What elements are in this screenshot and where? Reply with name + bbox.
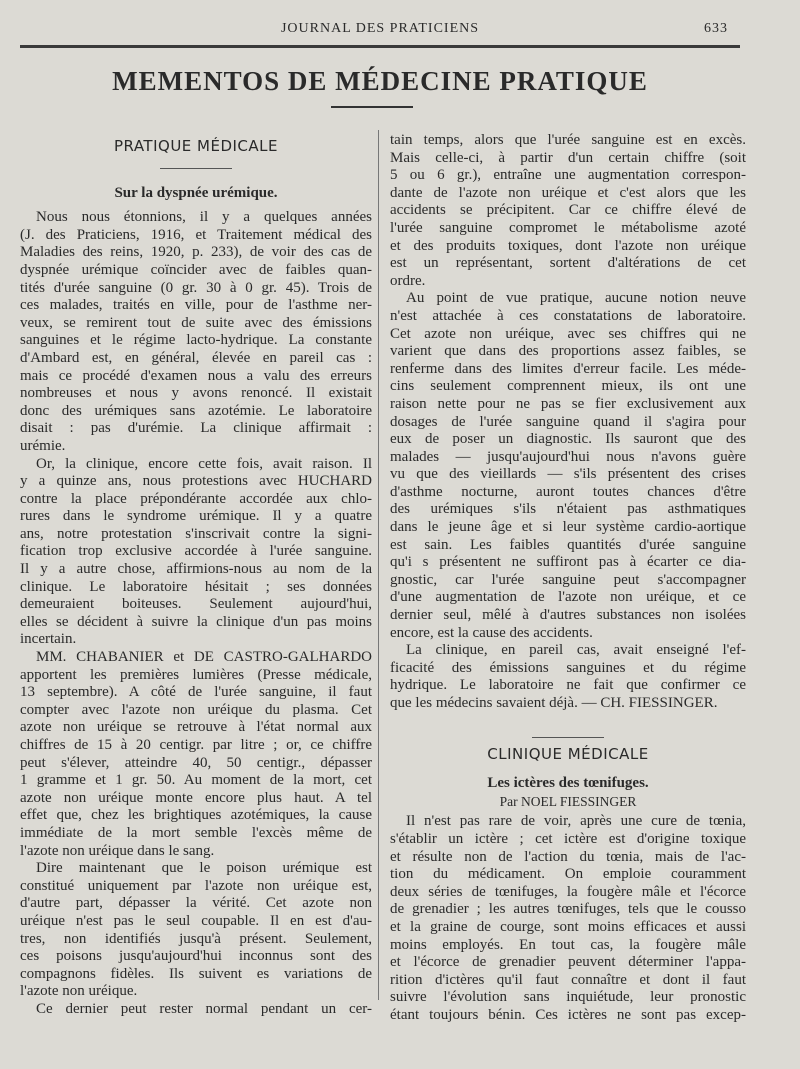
text-line: tain temps, alors que l'urée sanguine est en excès. bbox=[390, 132, 746, 148]
left-column bbox=[20, 134, 372, 1019]
text-line: Maladies des reins, 1920, p. 233), de voir des cas de bbox=[20, 244, 372, 261]
text-line: ces malades, traités en ville, pour de l'asthme ner- bbox=[20, 297, 372, 314]
text-line: chiffres de 15 à 20 centigr. par litre ; or, ce chiffre bbox=[20, 737, 372, 753]
text-line: s'établir un ictère ; cet ictère est d'origine toxique bbox=[390, 830, 746, 847]
text-line: La clinique, en pareil cas, avait enseigné l'ef- bbox=[406, 642, 746, 659]
text-line: ans, notre protestation s'inscrivait contre la signi- bbox=[20, 525, 372, 542]
text-line: l'azote non uréique. bbox=[20, 983, 138, 1000]
byline: Par NOEL FIESSINGER bbox=[499, 793, 637, 809]
text-line: clinique. Le laboratoire hésitait ; ses données bbox=[20, 578, 372, 595]
text-line: demeuraient boiteuses. Seulement aujourd'hui, bbox=[20, 596, 372, 613]
text-line: uréique n'est pas le seul coupable. Il en est d'au- bbox=[20, 912, 372, 929]
text-line: 1 gramme et 1 gr. 50. Au moment de la mort, cet bbox=[20, 772, 372, 789]
text-line: contre la place prépondérante accordée aux chlo- bbox=[20, 490, 372, 507]
text-line: tités d'urée sanguine (0 gr. 30 à 0 gr. 45). Trois de bbox=[20, 279, 372, 296]
text-line: MM. CHABANIER et DE CASTRO-GALHARDO bbox=[36, 649, 372, 666]
text-line: Au point de vue pratique, aucune notion neuve bbox=[406, 290, 746, 307]
text-line: l'urée sanguine compromet le métabolisme azoté bbox=[390, 219, 746, 236]
text-line: ficacité des émissions sanguines et du régime bbox=[390, 659, 746, 676]
article-title-dyspnee: Sur la dyspnée urémique. bbox=[114, 184, 278, 201]
text-line: deux séries de tœnifuges, la fougère mâle et l'écorce bbox=[390, 883, 746, 900]
paragraph bbox=[20, 209, 372, 455]
column-divider bbox=[378, 130, 379, 1000]
paragraph bbox=[390, 813, 746, 1024]
text-line: Mais celle-ci, à partir d'un certain chiffre (soit bbox=[390, 149, 746, 166]
text-line: elles se décident à suivre la clinique d'un pas moins bbox=[20, 613, 372, 630]
text-line: mais ce procédé d'examen nous a valu des erreurs bbox=[20, 367, 372, 384]
text-line: dernier seul, mêlé à d'autres substances non isolées bbox=[390, 607, 746, 624]
running-head bbox=[20, 21, 740, 41]
text-line: de grenadier ; les autres tœnifuges, tels que le cousso bbox=[390, 901, 746, 918]
text-line: et la graine de courge, sont moins efficaces et aussi bbox=[390, 918, 746, 935]
text-line: fication trop exclusive accordée à l'urée sanguine. bbox=[20, 543, 372, 560]
text-line: l'azote non uréique dans le sang. bbox=[20, 842, 215, 859]
text-line: apportent les premières lumières (Presse médicale, bbox=[20, 666, 372, 683]
section-heading-pratique: PRATIQUE MÉDICALE bbox=[113, 137, 279, 155]
text-line: Il n'est pas rare de voir, après une cure de tœnia, bbox=[406, 813, 746, 830]
text-line: encore, est la cause des accidents. bbox=[390, 624, 593, 641]
text-line: et résulte non de l'action du tœnia, mais de l'ac- bbox=[390, 848, 746, 865]
text-line: et des produits toxiques, dont l'azote non uréique bbox=[390, 237, 746, 254]
text-line: immédiate de la mort semble l'excès même de bbox=[20, 824, 372, 841]
text-line: renferme dans des limites d'erreur facile. Les méde- bbox=[390, 360, 746, 377]
text-line: y a quinze ans, nous protestions avec HUCHARD bbox=[20, 473, 372, 490]
text-line: dyspnée urémique coïncider avec de faibles quan- bbox=[20, 261, 372, 278]
page-title: MEMENTOS DE MÉDECINE PRATIQUE bbox=[112, 66, 648, 96]
section-heading-clinique: CLINIQUE MÉDICALE bbox=[487, 744, 649, 763]
text-line: Ce dernier peut rester normal pendant un cer- bbox=[36, 1000, 372, 1017]
text-line: azote non uréique monte encore plus haut. A tel bbox=[20, 789, 372, 806]
text-line: rition d'ictères qu'il faut connaître et dont il faut bbox=[390, 971, 746, 988]
text-line: ces poisons jusqu'aujourd'hui inconnus sont des bbox=[20, 948, 372, 965]
text-line: d'asthme nocturne, auront toutes chances d'être bbox=[390, 483, 746, 500]
text-line: étant toujours bénin. Ces ictères ne sont pas excep- bbox=[390, 1006, 746, 1023]
title-rule bbox=[331, 106, 413, 108]
text-line: eux de poser un diagnostic. Ils sauront que des bbox=[390, 431, 746, 448]
paragraph bbox=[390, 642, 746, 712]
text-line: et l'écorce de grenadier peuvent déterminer l'appa- bbox=[390, 954, 746, 971]
paragraph bbox=[20, 649, 372, 860]
text-line: qu'i s présentent ne suffiront pas à écarter ce dia- bbox=[390, 554, 746, 571]
text-line: donc des urémiques sans azotémie. Le laboratoire bbox=[20, 402, 372, 419]
text-line: d'autre part, dépasser la vérité. Cet azote non bbox=[20, 895, 372, 912]
text-line: rures dans le syndrome urémique. Il y a quatre bbox=[20, 508, 372, 525]
text-line: dans le jeune âge et si leur système cardio-aortique bbox=[390, 519, 746, 536]
text-line: Cet azote non uréique, avec ses chiffres qui ne bbox=[390, 325, 746, 342]
article-title-icteres: Les ictères des tœnifuges. bbox=[487, 775, 649, 792]
text-line: que les médecins savaient déjà. — CH. FIESSINGER. bbox=[390, 695, 718, 711]
text-line: accidents se précipitent. Car ce chiffre élevé de bbox=[390, 202, 746, 219]
text-line: n'est attachée à ces constatations de laboratoire. bbox=[390, 307, 746, 324]
text-line: varient que dans des proportions assez faibles, se bbox=[390, 343, 746, 360]
text-line: Dire maintenant que le poison urémique est bbox=[36, 860, 372, 877]
text-line: ordre. bbox=[390, 272, 426, 289]
text-line: compagnons fidèles. Ils suivent es variations de bbox=[20, 965, 372, 982]
text-line: 5 ou 6 gr.), entraîne une augmentation correspon- bbox=[390, 167, 746, 184]
text-line: cins seulement comprennent mieux, ils ont une bbox=[390, 378, 746, 395]
text-line: Nous nous étonnions, il y a quelques années bbox=[36, 209, 372, 226]
text-line: (J. des Praticiens, 1916, et Traitement médical des bbox=[20, 226, 372, 243]
text-line: dante de l'azote non uréique et c'est alors que les bbox=[390, 184, 746, 201]
text-line: nombreuses et nous y avons renoncé. Il existait bbox=[20, 385, 372, 402]
right-column bbox=[390, 132, 746, 1025]
text-line: hydrique. Le laboratoire ne fait que confirmer ce bbox=[390, 677, 746, 694]
text-line: urémie. bbox=[20, 437, 66, 454]
text-line: 13 septembre). A côté de l'urée sanguine, il faut bbox=[20, 684, 372, 701]
paragraph bbox=[20, 860, 372, 1001]
text-line: sanguines et le régime lacto-hydrique. La constante bbox=[20, 332, 372, 349]
text-line: raison nette pour ne pas se fier exclusivement aux bbox=[390, 395, 746, 412]
paragraph bbox=[390, 290, 746, 642]
text-line: d'Ambard est, en général, élevée en pareil cas : bbox=[20, 349, 372, 366]
text-line: d'une augmentation de l'azote non uréique, et ce bbox=[390, 589, 746, 606]
text-line: moins employés. En tout cas, la fougère mâle bbox=[390, 936, 746, 953]
text-line: gnostic, car l'urée sanguine peut s'accompagner bbox=[390, 571, 746, 588]
text-line: azote non uréique se retrouve à l'état normal aux bbox=[20, 719, 372, 736]
text-line: Il y a autre chose, affirmions-nous au nom de la bbox=[20, 561, 372, 578]
journal-name: JOURNAL DES PRATICIENS bbox=[280, 21, 480, 36]
text-line: disait : pas d'urémie. La clinique affirmait : bbox=[20, 420, 372, 437]
text-line: tion du médicament. On emploie couramment bbox=[390, 866, 746, 883]
text-line: Or, la clinique, encore cette fois, avait raison. Il bbox=[36, 455, 372, 472]
text-line: des urémiques s'ils n'étaient pas asthmatiques bbox=[390, 501, 746, 518]
text-line: est un représentant, sortent d'altérations de cet bbox=[390, 255, 746, 272]
text-line: constitué uniquement par l'azote non uréique est, bbox=[20, 877, 372, 894]
paragraph bbox=[20, 456, 372, 650]
text-line: tres, non identifiés jusqu'à présent. Seulement, bbox=[20, 930, 372, 947]
paragraph bbox=[390, 132, 746, 290]
text-line: incertain. bbox=[20, 631, 77, 648]
text-line: malades — jusqu'aujourd'hui nous n'avons guère bbox=[390, 448, 746, 465]
text-line: veux, se remirent tout de suite avec des émissions bbox=[20, 314, 372, 331]
header-rule bbox=[20, 45, 740, 48]
page-number: 633 bbox=[704, 21, 728, 36]
text-line: dosages de l'urée sanguine quand il s'agira pour bbox=[390, 413, 746, 430]
text-line: compter avec l'azote non uréique du plasma. Cet bbox=[20, 701, 372, 718]
paragraph bbox=[20, 1001, 372, 1019]
text-line: peut s'élever, atteindre 40, 50 centigr., dépasser bbox=[20, 754, 372, 771]
text-line: est sain. Les faibles quantités d'urée sanguine bbox=[390, 536, 746, 553]
text-line: suivre l'évolution sans inquiétude, leur pronostic bbox=[390, 989, 746, 1006]
text-line: effet que, chez les brightiques azotémiques, la cause bbox=[20, 807, 372, 824]
text-line: vu que des vieillards — s'ils présentent des crises bbox=[390, 466, 746, 483]
